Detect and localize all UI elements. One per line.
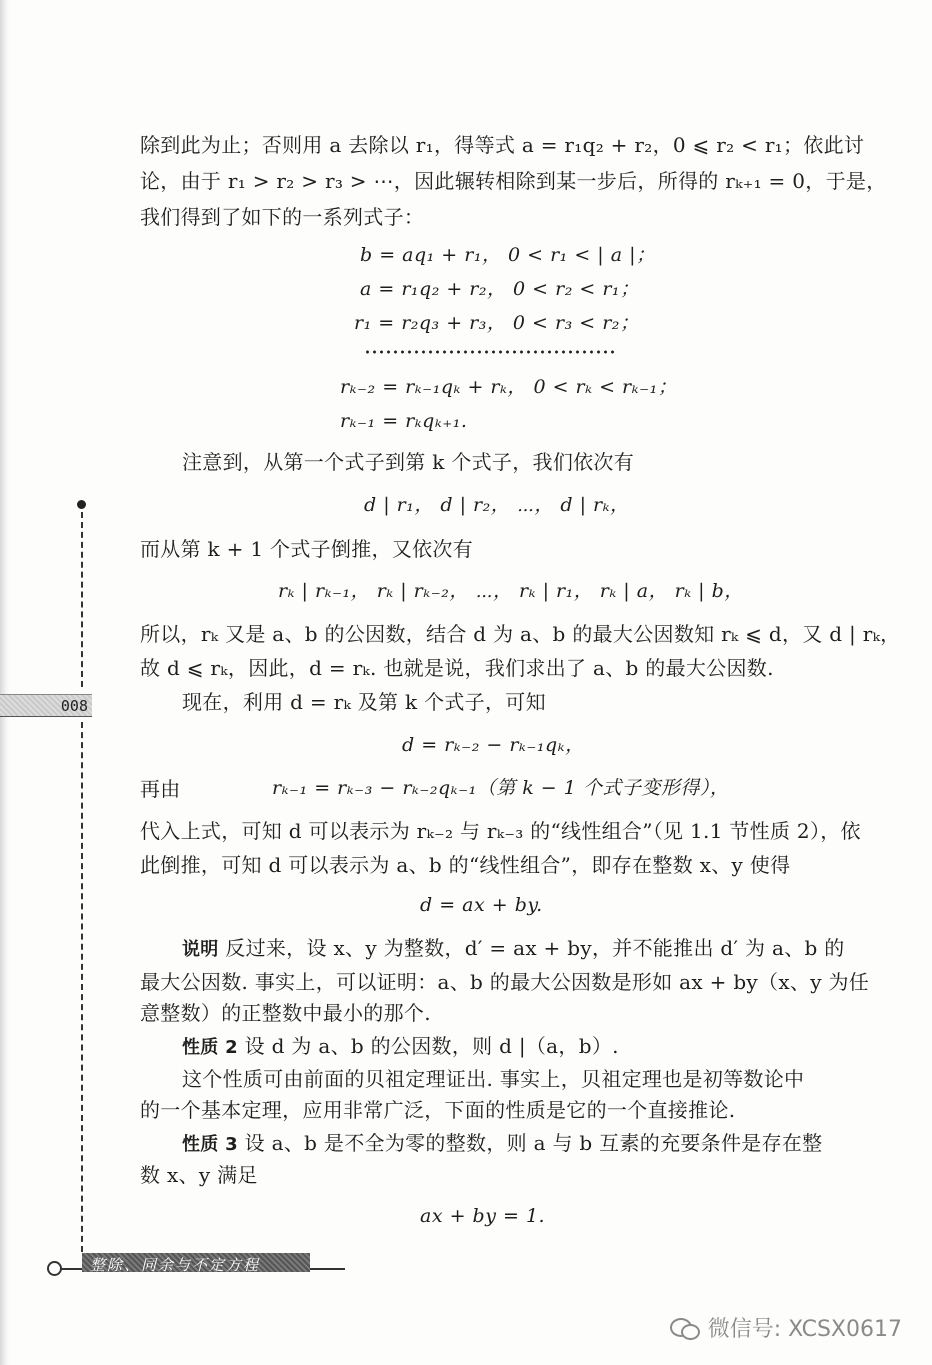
equation: d = rₖ₋₂ − rₖ₋₁qₖ， [402, 734, 585, 756]
paragraph-line: 最大公因数. 事实上，可以证明：a、b 的最大公因数是形如 ax + by（x、y 为任 [140, 970, 870, 994]
equation: rₖ₋₁ = rₖ₋₃ − rₖ₋₂qₖ₋₁（第 k − 1 个式子变形得）， [272, 777, 730, 799]
ellipsis-row [364, 350, 616, 354]
margin-dashed-line [81, 512, 83, 687]
paragraph-line: 我们得到了如下的一系列式子： [140, 205, 425, 229]
paragraph-line: 意整数）的正整数中最小的那个. [140, 1001, 431, 1025]
property-line [182, 1036, 619, 1057]
wechat-icon [670, 1316, 700, 1340]
paragraph-line: 数 x、y 满足 [140, 1163, 258, 1187]
note-line [182, 938, 845, 959]
paragraph-line: 现在，利用 d = rₖ 及第 k 个式子，可知 [182, 690, 546, 714]
margin-dot-icon [77, 500, 86, 509]
paragraph-line: 所以，rₖ 又是 a、b 的公因数，结合 d 为 a、b 的最大公因数知 rₖ ⩽ d，又 d | rₖ， [140, 622, 901, 646]
note-label: 说明 [182, 939, 219, 960]
property-3-label: 性质 3 [182, 1134, 238, 1155]
margin-dashed-line [81, 722, 83, 1252]
equation: d = ax + by. [420, 894, 543, 916]
paragraph-line: 故 d ⩽ rₖ，因此，d = rₖ. 也就是说，我们求出了 a、b 的最大公因数. [140, 656, 774, 680]
equation: d | r₁， d | r₂， ⋯， d | rₖ， [364, 494, 630, 516]
paragraph-line: 注意到，从第一个式子到第 k 个式子，我们依次有 [182, 450, 635, 474]
equation: r₁ = r₂q₃ + r₃， 0 < r₃ < r₂； [354, 312, 640, 334]
footer-title-bar [82, 1253, 310, 1272]
page-number-tab [0, 694, 92, 717]
paragraph-line: 代入上式，可知 d 可以表示为 rₖ₋₂ 与 rₖ₋₃ 的“线性组合”（见 1.1 节性质 2），依 [140, 819, 861, 843]
equation: b = aq₁ + r₁， 0 < r₁ < | a |； [360, 244, 656, 266]
note-text: 反过来，设 x、y 为整数，d′ = ax + by，并不能推出 d′ 为 a、b 的 [225, 936, 845, 960]
page-edge [0, 0, 10, 1365]
paragraph-line: 而从第 k + 1 个式子倒推，又依次有 [140, 537, 474, 561]
property-line [182, 1133, 822, 1154]
equation: a = r₁q₂ + r₂， 0 < r₂ < r₁； [360, 278, 640, 300]
paragraph-line: 除到此为止；否则用 a 去除以 r₁，得等式 a = r₁q₂ + r₂，0 ⩽ r₂ < r₁；依此讨 [140, 133, 865, 157]
footer-ring-icon [47, 1261, 62, 1276]
watermark [670, 1312, 902, 1343]
equation: rₖ₋₁ = rₖqₖ₊₁. [340, 410, 468, 432]
paragraph-line: 的一个基本定理，应用非常广泛，下面的性质是它的一个直接推论. [140, 1098, 736, 1122]
paragraph-line: 此倒推，可知 d 可以表示为 a、b 的“线性组合”，即存在整数 x、y 使得 [140, 853, 791, 877]
equation: ax + by = 1. [420, 1205, 546, 1227]
property-2-text: 设 d 为 a、b 的公因数，则 d |（a，b）. [244, 1034, 619, 1058]
page-number: 008 [60, 697, 88, 715]
footer-title: 整除、同余与不定方程 [90, 1256, 261, 1274]
watermark-text: 微信号: XCSX0617 [707, 1317, 902, 1342]
property-2-label: 性质 2 [182, 1037, 238, 1058]
paragraph-line: 这个性质可由前面的贝祖定理证出. 事实上，贝祖定理也是初等数论中 [182, 1067, 805, 1091]
equation: rₖ | rₖ₋₁， rₖ | rₖ₋₂， ⋯， rₖ | r₁， rₖ | a， rₖ | b， [278, 580, 744, 602]
equation: rₖ₋₂ = rₖ₋₁qₖ + rₖ， 0 < rₖ < rₖ₋₁； [340, 376, 678, 398]
property-3-text: 设 a、b 是不全为零的整数，则 a 与 b 互素的充要条件是存在整 [244, 1131, 823, 1155]
paragraph-line: 论，由于 r₁ > r₂ > r₃ > ⋯，因此辗转相除到某一步后，所得的 rₖ₊₁ = 0，于是， [140, 169, 887, 193]
paragraph-line: 再由 [140, 777, 181, 801]
